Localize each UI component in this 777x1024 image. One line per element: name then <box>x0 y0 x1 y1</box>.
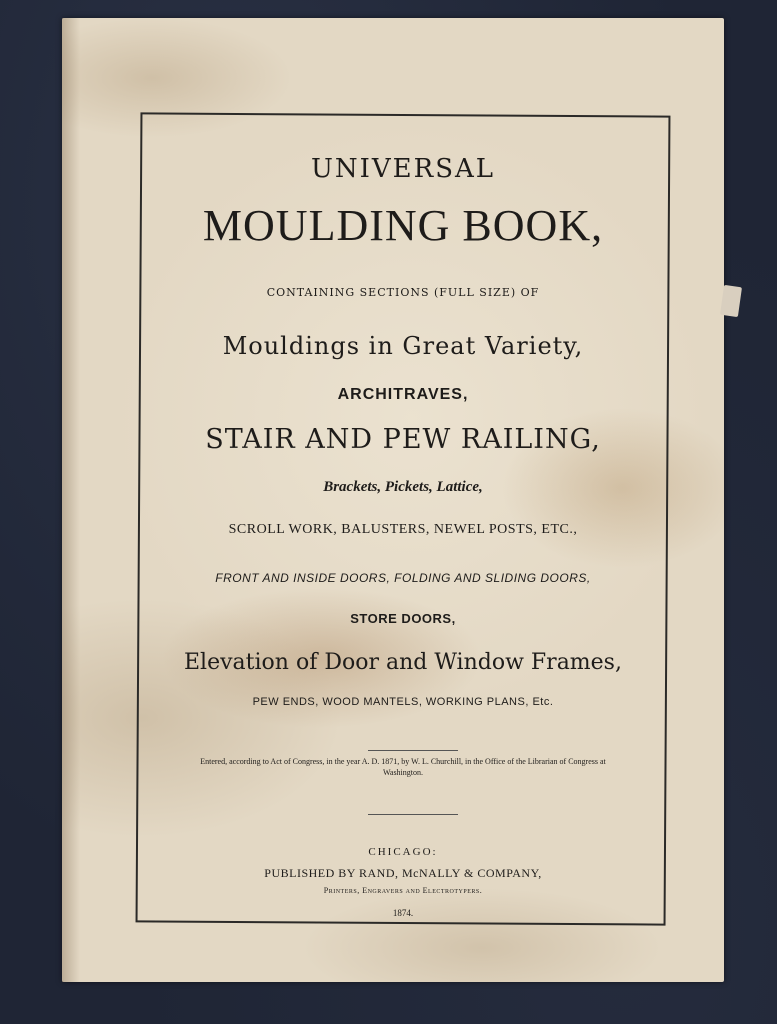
title-universal: UNIVERSAL <box>310 154 496 184</box>
printers-line: Printers, Engravers and Electrotypers. <box>323 886 483 895</box>
city: CHICAGO: <box>368 846 438 858</box>
line-pew-ends: PEW ENDS, WOOD MANTELS, WORKING PLANS, Etc. <box>252 696 554 708</box>
divider-rule-top <box>368 750 458 751</box>
book-cover <box>62 18 724 982</box>
line-elevation: Elevation of Door and Window Frames, <box>184 650 622 675</box>
spine-edge <box>62 18 80 982</box>
line-mouldings: Mouldings in Great Variety, <box>222 332 584 360</box>
title-moulding-book: MOULDING BOOK, <box>202 201 604 250</box>
line-stair-railing: STAIR AND PEW RAILING, <box>205 424 601 455</box>
title-page <box>138 114 668 920</box>
line-store-doors: STORE DOORS, <box>350 611 456 626</box>
divider-rule-bottom <box>368 814 458 815</box>
line-brackets: Brackets, Pickets, Lattice, <box>323 479 483 495</box>
page-tab-marker <box>720 285 742 317</box>
publication-year: 1874. <box>392 908 414 918</box>
line-scroll-work: SCROLL WORK, BALUSTERS, NEWEL POSTS, ETC., <box>228 522 578 537</box>
line-doors: FRONT AND INSIDE DOORS, FOLDING AND SLIDING DOORS, <box>215 571 591 585</box>
publisher: PUBLISHED BY RAND, McNALLY & COMPANY, <box>264 866 542 880</box>
line-architraves: ARCHITRAVES, <box>337 386 469 403</box>
subtitle-containing: CONTAINING SECTIONS (FULL SIZE) OF <box>266 286 540 299</box>
copyright-notice: Entered, according to Act of Congress, in the year A. D. 1871, by W. L. Churchill, in the Office of the Librarian of Congress at Washington. <box>200 757 606 777</box>
